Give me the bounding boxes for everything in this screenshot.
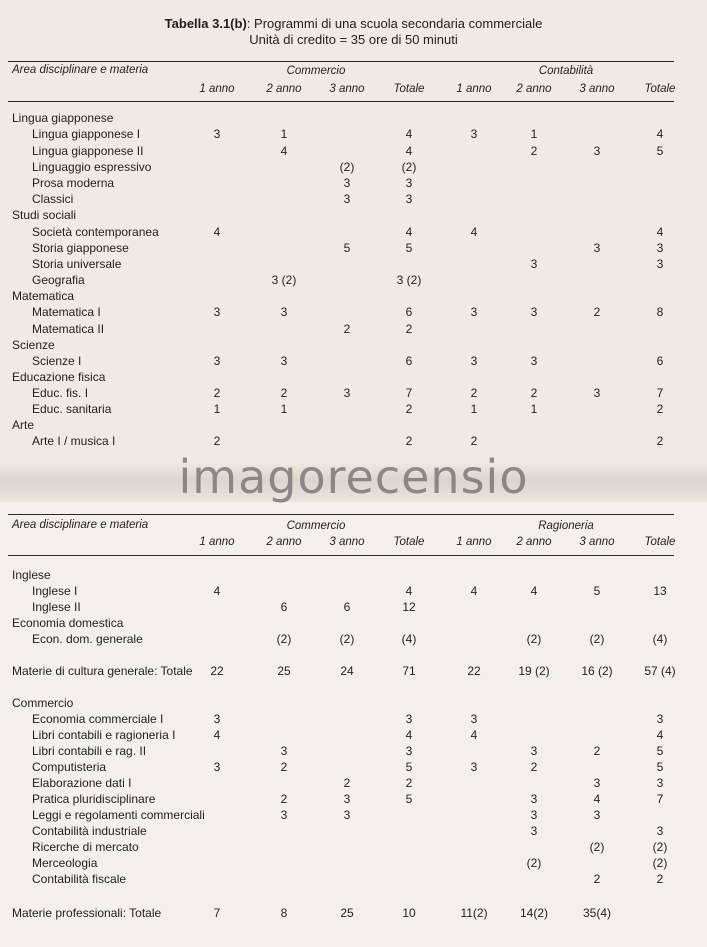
table-cell: 3 xyxy=(656,712,664,726)
table-cell: 7 xyxy=(656,792,664,806)
table-cell: 2 xyxy=(405,776,413,790)
row-label: Storia giapponese xyxy=(32,241,129,255)
table-cell: (2) xyxy=(652,856,668,870)
table-cell: 6 xyxy=(280,600,288,614)
table-title-text: : Programmi di una scuola secondaria commerciale xyxy=(246,16,543,31)
table-cell: 3 xyxy=(530,305,538,319)
table-cell: (2) xyxy=(589,840,605,854)
year-column-header: 1 anno xyxy=(456,83,492,95)
table-cell: 3 xyxy=(593,386,601,400)
table-cell: 4 xyxy=(213,728,221,742)
table-cell: 3 xyxy=(470,712,478,726)
table-header-rule xyxy=(8,555,674,556)
table-cell: 3 xyxy=(213,712,221,726)
table-cell: (2) xyxy=(526,632,542,646)
table-cell: 3 xyxy=(405,744,413,758)
table-cell: 2 xyxy=(530,386,538,400)
row-label: Lingua giapponese I xyxy=(32,127,141,141)
year-column-header: 1 anno xyxy=(199,83,235,95)
table-cell: 13 xyxy=(653,584,667,598)
table-title-number: Tabella 3.1(b) xyxy=(164,16,247,31)
table-cell: 7 xyxy=(656,386,664,400)
row-label: Contabilità industriale xyxy=(32,824,147,838)
table-cell: 3 xyxy=(343,386,351,400)
table-cell: 22 xyxy=(467,664,481,678)
table-cell: 3 xyxy=(343,792,351,806)
row-label: Materie di cultura generale: Totale xyxy=(12,664,193,678)
table-cell: 3 xyxy=(530,257,538,271)
row-label: Educazione fisica xyxy=(12,370,106,384)
table-cell: 2 xyxy=(343,322,351,336)
table-cell: 2 xyxy=(530,760,538,774)
table-cell: 16 (2) xyxy=(581,664,613,678)
table-cell: 4 xyxy=(656,127,664,141)
row-label: Economia domestica xyxy=(12,616,124,630)
table-cell: 3 xyxy=(280,354,288,368)
year-column-header: 2 anno xyxy=(266,536,302,548)
year-column-header: 2 anno xyxy=(516,536,552,548)
table-cell: 10 xyxy=(402,906,416,920)
table-cell: 3 xyxy=(593,808,601,822)
table-cell: 8 xyxy=(280,906,288,920)
table-cell: 7 xyxy=(213,906,221,920)
table-cell: 5 xyxy=(656,144,664,158)
table-top-rule xyxy=(8,61,674,62)
table-cell: 1 xyxy=(470,402,478,416)
table-cell: 6 xyxy=(405,305,413,319)
row-label: Arte xyxy=(12,418,35,432)
table-cell: 25 xyxy=(340,906,354,920)
row-label: Inglese II xyxy=(32,600,81,614)
row-label: Società contemporanea xyxy=(32,225,159,239)
table-cell: 5 xyxy=(593,584,601,598)
table-cell: 3 xyxy=(280,808,288,822)
table-cell: 1 xyxy=(530,127,538,141)
year-column-header: Totale xyxy=(393,536,425,548)
group-header: Contabilità xyxy=(538,65,594,77)
table-cell: 2 xyxy=(213,386,221,400)
year-column-header: 3 anno xyxy=(329,536,365,548)
table-cell: 6 xyxy=(656,354,664,368)
table-cell: 4 xyxy=(470,584,478,598)
table-cell: 4 xyxy=(405,584,413,598)
row-label: Geografia xyxy=(32,273,85,287)
table-cell: (2) xyxy=(401,160,417,174)
row-label: Leggi e regolamenti commerciali xyxy=(32,808,205,822)
table-cell: 5 xyxy=(405,241,413,255)
table-title xyxy=(0,16,707,31)
table-cell: 6 xyxy=(343,600,351,614)
table-cell: 14(2) xyxy=(519,906,548,920)
table-cell: 2 xyxy=(405,434,413,448)
row-label: Arte I / musica I xyxy=(32,434,116,448)
year-column-header: 3 anno xyxy=(579,83,615,95)
table-cell: 4 xyxy=(280,144,288,158)
table-cell: 4 xyxy=(405,225,413,239)
table-cell: 12 xyxy=(402,600,416,614)
table-cell: 2 xyxy=(213,434,221,448)
row-label: Materie professionali: Totale xyxy=(12,906,162,920)
table-cell: (2) xyxy=(339,160,355,174)
table-cell: 3 xyxy=(530,792,538,806)
row-label: Lingua giapponese xyxy=(12,111,114,125)
table-cell: 4 xyxy=(470,728,478,742)
table-cell: 3 xyxy=(470,354,478,368)
table-cell: (2) xyxy=(526,856,542,870)
table-cell: 2 xyxy=(593,872,601,886)
row-label: Economia commerciale I xyxy=(32,712,164,726)
table-subtitle: Unità di credito = 35 ore di 50 minuti xyxy=(249,32,458,47)
row-label: Merceologia xyxy=(32,856,98,870)
row-label: Contabilità fiscale xyxy=(32,872,127,886)
table-cell: 1 xyxy=(213,402,221,416)
table-cell: 4 xyxy=(593,792,601,806)
row-label: Matematica II xyxy=(32,322,105,336)
table-cell: 2 xyxy=(280,792,288,806)
table-cell: 2 xyxy=(405,402,413,416)
table-cell: 3 xyxy=(280,305,288,319)
row-label: Prosa moderna xyxy=(32,176,115,190)
table-cell: 4 xyxy=(405,728,413,742)
table-cell: 3 xyxy=(213,760,221,774)
table-cell: 2 xyxy=(280,760,288,774)
year-column-header: 3 anno xyxy=(579,536,615,548)
table-cell: 3 xyxy=(593,144,601,158)
row-label: Linguaggio espressivo xyxy=(32,160,152,174)
table-cell: (2) xyxy=(339,632,355,646)
row-label: Matematica I xyxy=(32,305,101,319)
table-cell: 3 (2) xyxy=(396,273,422,287)
table-cell: 4 xyxy=(213,225,221,239)
table-cell: 3 xyxy=(593,776,601,790)
table-cell: (4) xyxy=(401,632,417,646)
row-label: Inglese xyxy=(12,568,51,582)
area-column-header: Area disciplinare e materia xyxy=(12,519,149,531)
table-cell: 3 xyxy=(656,257,664,271)
table-cell: 1 xyxy=(280,402,288,416)
year-column-header: 2 anno xyxy=(516,83,552,95)
table-cell: 5 xyxy=(405,792,413,806)
table-cell: 22 xyxy=(210,664,224,678)
table-cell: 4 xyxy=(405,144,413,158)
row-label: Econ. dom. generale xyxy=(32,632,143,646)
table-cell: 3 xyxy=(470,127,478,141)
table-cell: 3 xyxy=(470,760,478,774)
table-cell: 3 xyxy=(530,824,538,838)
table-cell: 5 xyxy=(656,760,664,774)
table-cell: 4 xyxy=(656,728,664,742)
table-cell: 3 xyxy=(405,712,413,726)
table-cell: 2 xyxy=(405,322,413,336)
table-cell: 3 xyxy=(343,176,351,190)
table-cell: 2 xyxy=(656,872,664,886)
table-cell: 4 xyxy=(470,225,478,239)
table-cell: 8 xyxy=(656,305,664,319)
table-cell: (2) xyxy=(589,632,605,646)
table-cell: 2 xyxy=(530,144,538,158)
table-cell: 4 xyxy=(530,584,538,598)
table-cell: 3 xyxy=(343,808,351,822)
table-cell: 57 (4) xyxy=(644,664,676,678)
table-cell: 3 xyxy=(213,354,221,368)
year-column-header: Totale xyxy=(393,83,425,95)
row-label: Studi sociali xyxy=(12,208,77,222)
table-cell: 4 xyxy=(213,584,221,598)
row-label: Scienze xyxy=(12,338,55,352)
year-column-header: 1 anno xyxy=(199,536,235,548)
group-header: Ragioneria xyxy=(538,520,594,532)
table-cell: 2 xyxy=(280,386,288,400)
row-label: Ricerche di mercato xyxy=(32,840,139,854)
table-cell: 3 xyxy=(593,241,601,255)
group-header: Commercio xyxy=(286,520,346,532)
table-cell: 71 xyxy=(402,664,416,678)
row-label: Classici xyxy=(32,192,74,206)
row-label: Commercio xyxy=(12,696,74,710)
row-label: Libri contabili e ragioneria I xyxy=(32,728,176,742)
table-header-rule xyxy=(8,101,674,102)
table-cell: 3 xyxy=(530,744,538,758)
row-label: Inglese I xyxy=(32,584,78,598)
table-cell: 3 xyxy=(405,176,413,190)
table-cell: (2) xyxy=(652,840,668,854)
table-cell: 11(2) xyxy=(460,906,488,920)
table-cell: 3 xyxy=(656,776,664,790)
row-label: Lingua giapponese II xyxy=(32,144,144,158)
table-cell: 5 xyxy=(405,760,413,774)
row-label: Pratica pluridisciplinare xyxy=(32,792,156,806)
table-cell: 19 (2) xyxy=(518,664,550,678)
group-header: Commercio xyxy=(286,65,346,77)
watermark: imagorecensio xyxy=(178,450,529,504)
year-column-header: Totale xyxy=(644,83,676,95)
table-cell: 25 xyxy=(277,664,291,678)
row-label: Educ. fis. I xyxy=(32,386,89,400)
table-cell: 5 xyxy=(343,241,351,255)
table-cell: 2 xyxy=(656,434,664,448)
table-cell: 3 xyxy=(530,808,538,822)
table-cell: 2 xyxy=(470,386,478,400)
table-cell: 2 xyxy=(656,402,664,416)
row-label: Scienze I xyxy=(32,354,82,368)
row-label: Storia universale xyxy=(32,257,122,271)
table-cell: 3 (2) xyxy=(271,273,297,287)
table-cell: 4 xyxy=(405,127,413,141)
table-cell: 2 xyxy=(343,776,351,790)
table-cell: 24 xyxy=(340,664,354,678)
table-cell: 3 xyxy=(343,192,351,206)
table-cell: 35(4) xyxy=(582,906,611,920)
table-cell: 1 xyxy=(280,127,288,141)
row-label: Educ. sanitaria xyxy=(32,402,112,416)
table-top-rule xyxy=(8,514,674,515)
table-cell: 7 xyxy=(405,386,413,400)
year-column-header: 1 anno xyxy=(456,536,492,548)
table-cell: 3 xyxy=(280,744,288,758)
table-cell: 1 xyxy=(530,402,538,416)
table-cell: 2 xyxy=(470,434,478,448)
row-label: Libri contabili e rag. II xyxy=(32,744,147,758)
table-cell: 3 xyxy=(530,354,538,368)
table-cell: 3 xyxy=(405,192,413,206)
row-label: Elaborazione dati I xyxy=(32,776,132,790)
table-cell: (2) xyxy=(276,632,292,646)
table-cell: 3 xyxy=(470,305,478,319)
table-cell: 3 xyxy=(656,824,664,838)
table-cell: 4 xyxy=(656,225,664,239)
table-cell: 2 xyxy=(593,305,601,319)
table-cell: 2 xyxy=(593,744,601,758)
year-column-header: Totale xyxy=(644,536,676,548)
row-label: Computisteria xyxy=(32,760,107,774)
table-cell: 5 xyxy=(656,744,664,758)
year-column-header: 3 anno xyxy=(329,83,365,95)
year-column-header: 2 anno xyxy=(266,83,302,95)
table-cell: 3 xyxy=(656,241,664,255)
table-cell: 3 xyxy=(213,305,221,319)
table-cell: 3 xyxy=(213,127,221,141)
row-label: Matematica xyxy=(12,289,75,303)
table-cell: 6 xyxy=(405,354,413,368)
area-column-header: Area disciplinare e materia xyxy=(12,64,149,76)
table-cell: (4) xyxy=(652,632,668,646)
